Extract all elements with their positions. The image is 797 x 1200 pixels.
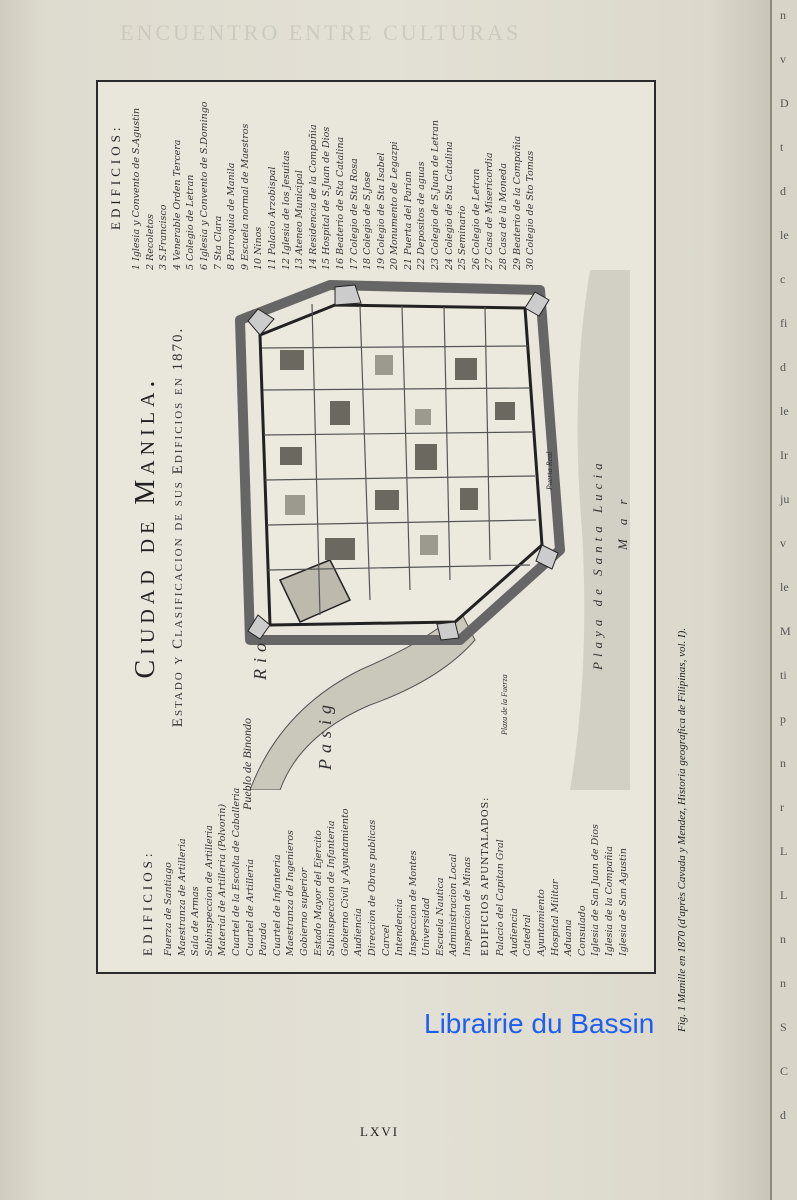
adjacent-page-glyph: S [780, 1020, 787, 1034]
legend-left-item: Cuartel de Artilleria [244, 858, 256, 956]
adjacent-page-glyph: p [780, 712, 786, 726]
legend-left-item: Maestranza de Artilleria [176, 838, 188, 956]
label-playa: Playa de Santa Lucia [590, 458, 605, 670]
legend-right-item: 3 S.Francisco [158, 204, 170, 270]
legend-left-item: Fuerza de Santiago [163, 862, 174, 956]
bastion [437, 622, 459, 640]
legend-left-item: Audiencia [353, 908, 365, 956]
adjacent-page-glyph: r [780, 800, 784, 814]
adjacent-page-glyph: C [780, 1064, 789, 1078]
adjacent-page-glyph: v [780, 536, 786, 550]
adjacent-page-glyph: t [780, 140, 784, 154]
legend-right-item: 14 Residencia de la Compañia [307, 124, 319, 270]
legend-left-list [162, 788, 630, 956]
legend-apuntalados-item: Iglesia de San Juan de Dios [590, 824, 602, 956]
legend-left-item: Carcel [380, 924, 392, 956]
legend-right-item: 13 Ateneo Municipal [294, 170, 306, 270]
map-plate [96, 80, 656, 974]
legend-right-item: 5 Colegio de Letran [185, 174, 197, 270]
adjacent-page-edge [770, 0, 797, 1200]
label-plaza: Plaza de la Fuerza [500, 674, 509, 735]
legend-left-item: Sala de Armas [190, 886, 202, 956]
legend-right-item: 25 Seminario [457, 205, 469, 270]
adjacent-page-glyph: fi [780, 316, 788, 330]
legend-right-item: 28 Casa de la Moneda [498, 163, 510, 270]
adjacent-page-glyph: le [780, 228, 789, 242]
legend-left-item: Cuartel de Infanteria [271, 854, 283, 956]
legend-apuntalados-item: Hospital Militar [549, 879, 561, 956]
legend-apuntalados-item: Audiencia [508, 908, 520, 956]
legend-right-item: 15 Hospital de S.Juan de Dios [321, 126, 333, 270]
legend-right-item: 22 Depositos de aguas [416, 161, 428, 270]
adjacent-page-glyph: ju [780, 492, 790, 506]
seller-watermark: Librairie du Bassin [424, 1008, 655, 1039]
adjacent-page-glyph: M [780, 624, 791, 638]
legend-left-item: Gobierno superior [298, 868, 310, 956]
adjacent-page-glyph: L [780, 844, 788, 858]
legend-right-item: 6 Iglesia y Convento de S.Domingo [198, 101, 210, 270]
adjacent-page-glyph: d [780, 184, 786, 198]
figure-caption: Fig. 1 Manille en 1870 (d'après Cavada y Mendez, Historia geografica de Filipinas, vol. I). [676, 627, 688, 1032]
legend-right-item: 2 Recoletos [144, 214, 156, 270]
legend-right-item: 17 Colegio de Sta Rosa [348, 158, 360, 270]
map-title: Ciudad de Manila. [130, 375, 161, 679]
legend-right-item: 12 Iglesia de los Jesuitas [280, 150, 292, 270]
legend-apuntalados-item: Ayuntamiento [536, 889, 548, 956]
adjacent-page-glyph: L [780, 888, 788, 902]
legend-left-item: Escuela Nautica [434, 877, 446, 956]
legend-right-item: 19 Colegio de Sta Isabel [375, 152, 387, 270]
adjacent-page-glyph: c [780, 272, 786, 286]
legend-right-item: 16 Beaterio de Sta Catalina [334, 136, 346, 270]
legend-right-item: 24 Colegio de Sta Catalina [443, 141, 455, 270]
legend-right-item: 4 Venerable Orden Tercera [171, 139, 183, 270]
legend-left-item: Intendencia [394, 898, 406, 956]
legend-right-item: 7 Sta Clara [212, 215, 224, 270]
bleed-through-heading: ENCUENTRO ENTRE CULTURAS [120, 20, 522, 45]
label-mar: Mar [615, 485, 630, 550]
legend-right-item: 20 Monumento de Legazpi [389, 141, 401, 270]
legend-right-list [130, 101, 538, 270]
adjacent-page-glyph: n [780, 932, 786, 946]
legend-left-heading: EDIFICIOS: [140, 849, 155, 956]
legend-apuntalados-item: Consulado [576, 905, 588, 956]
adjacent-page-glyph: d [780, 360, 786, 374]
legend-right-item: 9 Escuela normal de Maestros [239, 123, 251, 270]
adjacent-page-glyph: D [780, 96, 789, 110]
label-binondo: Pueblo de Binondo [240, 718, 254, 810]
legend-right-item: 29 Beaterio de la Compañia [511, 135, 523, 270]
adjacent-page-glyph: n [780, 976, 786, 990]
adjacent-page-glyph: le [780, 580, 789, 594]
legend-apuntalados-item: Catedral [522, 914, 534, 956]
legend-left-item: Subinspeccion de Artilleria [203, 825, 215, 956]
legend-left-item: Universidad [421, 897, 433, 956]
legend-right-item: 21 Puerta del Parian [402, 170, 414, 270]
adjacent-page-glyph: v [780, 52, 786, 66]
legend-left-item: Gobierno Civil y Ayuntamiento [339, 808, 351, 956]
legend-left-item: Material de Artilleria (Polvorin) [217, 803, 229, 956]
legend-right-item: 11 Palacio Arzobispal [266, 166, 278, 270]
legend-right-item: 26 Colegio de Letran [470, 168, 482, 270]
label-pasig: Pasig [315, 698, 335, 770]
legend-right-item: 23 Colegio de S.Juan de Letran [430, 119, 442, 270]
adjacent-page-glyph: d [780, 1108, 786, 1122]
legend-left-item: Estado Mayor del Ejercito [312, 830, 324, 956]
legend-left-item: Maestranza de Ingenieros [285, 830, 297, 956]
adjacent-page-glyph: n [780, 756, 786, 770]
legend-left-item: Direccion de Obras publicas [366, 819, 378, 956]
legend-left-item: Parada [258, 922, 270, 956]
map-subtitle: Estado y Clasificacion de sus Edificios en 1870. [170, 326, 186, 728]
page-number: LXVI [360, 1124, 400, 1139]
legend-apuntalados-item: Aduana [563, 919, 575, 956]
legend-right-item: 8 Parroquia de Manila [226, 162, 238, 270]
label-puerta: Puerta Real [545, 451, 554, 490]
city-map [210, 270, 630, 790]
legend-right-item: 1 Iglesia y Convento de S.Agustin [131, 107, 142, 270]
rotated-map-content [100, 84, 652, 970]
legend-left-item: Inspeccion de Minas [462, 856, 474, 956]
legend-right-item: 27 Casa de Misericordia [484, 152, 496, 270]
legend-left-item: Cuartel de la Escolta de Caballeria [230, 787, 242, 956]
legend-apuntalados-item: Iglesia de la Compañia [604, 845, 615, 956]
legend-apuntalados-item: Iglesia de San Agustin [617, 847, 629, 956]
legend-apuntalados-heading: EDIFICIOS APUNTALADOS: [479, 796, 491, 956]
adjacent-page-glyph: ti [780, 668, 787, 682]
legend-left-item: Subinspeccion de Infanteria [326, 820, 338, 956]
adjacent-page-glyph: le [780, 404, 789, 418]
legend-left-item: Inspeccion de Montes [407, 850, 419, 956]
legend-right-heading: EDIFICIOS: [108, 123, 123, 230]
legend-apuntalados-item: Palacio del Capitan Gral [495, 839, 507, 956]
label-river: Rio [250, 637, 270, 680]
legend-left-item: Administracion Local [448, 853, 460, 956]
legend-right-item: 10 Ninos [253, 226, 265, 270]
adjacent-page-glyph: Ir [780, 448, 788, 462]
legend-right-item: 18 Colegio de S.Jose [362, 171, 374, 270]
legend-right-item: 30 Colegio de Sto Tomas [525, 150, 537, 270]
adjacent-page-glyph: n [780, 8, 786, 22]
